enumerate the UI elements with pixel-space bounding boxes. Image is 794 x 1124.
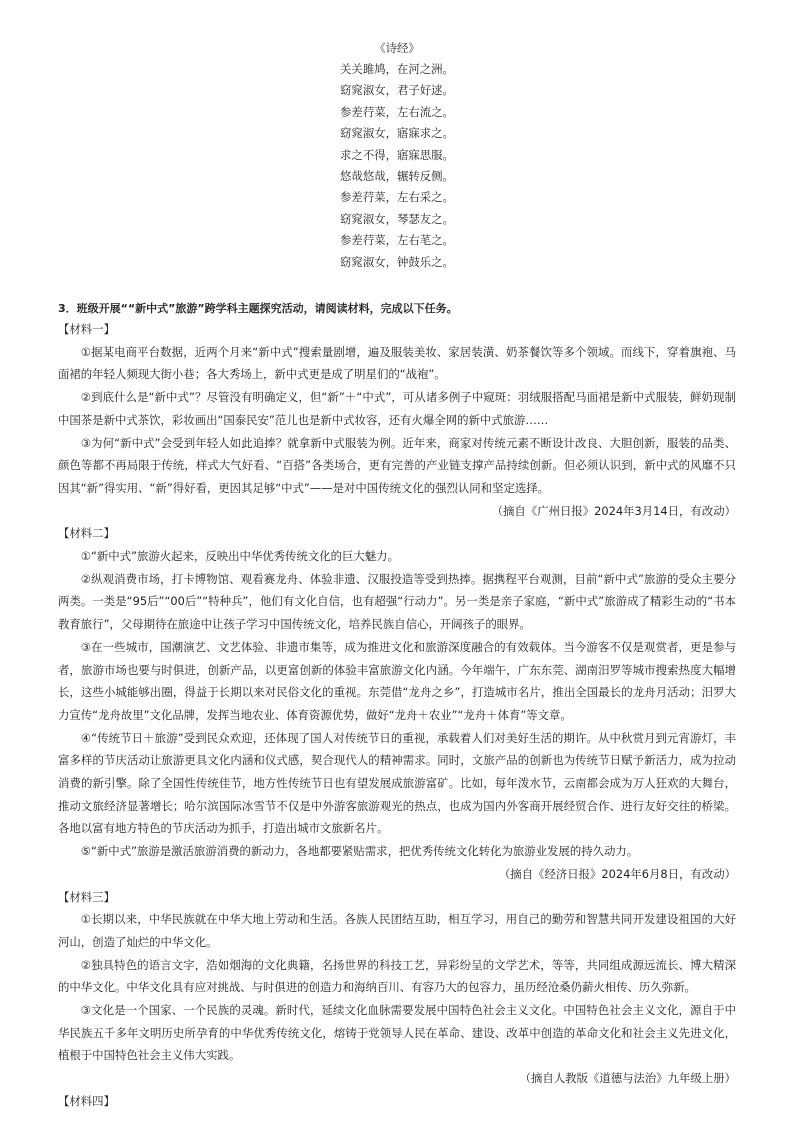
poem-line: 参差荇菜，左右采之。	[340, 190, 454, 205]
material-3-heading: 【材料三】	[58, 889, 115, 904]
material-2-paragraph: ④“传统节日＋旅游”受到民众欢迎，还体现了国人对传统节日的重视，承载着人们对美好生活的期许。从中秋赏月到元宵游灯，丰富多样的节庆活动让旅游更具文化内涵和仪式感，契合现代人的精神需求。同时，文旅产品的创新也为传统节日赋予新活力，成为拉动消费的新引擎。除了全国性传统佳节，地方性传统节日也有望发展成旅游富矿。比如，每年泼水节，云南都会成为万人狂欢的大舞台，推动文旅经济显著增长；哈尔滨国际冰雪节不仅是中外游客旅游观光的热点，也成为国内外客商开展经贸合作、进行友好交往的桥梁。各地以富有地方特色的节庆活动为抓手，打造出城市文旅新名片。	[58, 730, 736, 836]
poem-block	[0, 38, 794, 273]
material-1-paragraph: ③为何“新中式”会受到年轻人如此追捧？就拿新中式服装为例。近年来，商家对传统元素不断设计改良、大胆创新，服装的品类、颜色等都不再局限于传统，样式大气好看、“百搭”各类场合，更有完善的产业链支撑产品持续创新。但必须认识到，新中式的风靡不只因其“新”得实用、“新”得好看，更因其足够“中式”——是对中国传统文化的强烈认同和坚定选择。	[58, 435, 736, 495]
material-3-paragraph: ②独具特色的语言文字，浩如烟海的文化典籍，名扬世界的科技工艺，异彩纷呈的文学艺术，等等，共同组成源远流长、博大精深的中华文化。中华文化具有应对挑战、与时俱进的创造力和海纳百川、有容乃大的包容力，虽历经沧桑仍薪火相传、历久弥新。	[58, 957, 736, 995]
poem-line: 参差荇菜，左右流之。	[340, 104, 454, 119]
poem-line: 窈窕淑女，寤寐求之。	[340, 126, 454, 141]
poem-title: 《诗经》	[374, 41, 420, 55]
material-1-source: （摘自《广州日报》2024年3月14日，有改动）	[491, 503, 736, 518]
material-2-source: （摘自《经济日报》2024年6月8日，有改动）	[498, 866, 736, 881]
material-1-heading: 【材料一】	[58, 322, 115, 336]
material-4-heading: 【材料四】	[58, 1093, 115, 1108]
material-2-paragraph: ①“新中式”旅游火起来，反映出中华优秀传统文化的巨大魅力。	[80, 549, 399, 563]
poem-line: 求之不得，寤寐思服。	[340, 147, 454, 162]
material-2-paragraph: ⑤“新中式”旅游是激活旅游消费的新动力，各地都要紧贴需求，把优秀传统文化转化为旅游业发展的持久动力。	[80, 844, 639, 859]
material-1-paragraph: ①据某电商平台数据，近两个月来“新中式”搜索量剧增，遍及服装美妆、家居装潢、奶茶餐饮等多个领域。而线下，穿着旗袍、马面裙的年轻人频现大街小巷；各大秀场上，新中式更是成了明星们的“战袍”。	[58, 344, 736, 382]
material-1-paragraph: ②到底什么是“新中式”？尽管没有明确定义，但“新”＋“中式”，可从诸多例子中窥斑：羽绒服搭配马面裙是新中式服装，鲜奶现制中国茶是新中式茶饮，彩妆画出“国泰民安”范儿也是新中式妆容，还有火爆全网的新中式旅游……	[58, 390, 736, 427]
poem-line: 窈窕淑女，君子好逑。	[340, 83, 454, 98]
poem-line: 悠哉悠哉，辗转反侧。	[340, 168, 454, 183]
poem-line: 窈窕淑女，琴瑟友之。	[340, 211, 454, 226]
poem-line: 关关雎鸠，在河之洲。	[340, 62, 454, 76]
question-3-prompt: 3．班级开展““新中式”旅游”跨学科主题探究活动，请阅读材料，完成以下任务。	[58, 302, 458, 315]
material-3-source: （摘自人教版《道德与法治》九年级上册）	[519, 1071, 736, 1086]
material-2-paragraph: ②纵观消费市场，打卡博物馆、观看赛龙舟、体验非遗、汉服投造等受到热捧。据携程平台观测，目前“新中式”旅游的受众主要分两类。一类是“95后”“00后”“特种兵”，他们有文化自信，也有超强“行动力”。另一类是亲子家庭，“新中式”旅游成了精彩生动的“书本教育旅行”，父母期待在旅途中让孩子学习中国传统文化，培养民族自信心，开阔孩子的眼界。	[58, 571, 736, 632]
poem-line: 参差荇菜，左右芼之。	[340, 233, 454, 248]
material-2-paragraph: ③在一些城市，国潮演艺、文艺体验、非遗市集等，成为推进文化和旅游深度融合的有效载体。当今游客不仅是观赏者，更是参与者，旅游市场也要与时俱进，创新产品，以更富创新的体验丰富旅游文化内涵。今年端午，广东东莞、湖南汨罗等城市搜索热度大幅增长，这些小城能够出圈，得益于长期以来对民俗文化的重视。东莞借“龙舟之乡”，打造城市名片，推出全国最长的龙舟月活动；汨罗大力宣传“龙舟故里”文化品牌，发挥当地农业、体育资源优势，做好“龙舟＋农业”“龙舟＋体育”等文章。	[58, 639, 736, 722]
poem-line: 窈窕淑女，钟鼓乐之。	[340, 254, 454, 269]
materials-body	[58, 318, 736, 1113]
material-2-heading: 【材料二】	[58, 526, 115, 541]
material-3-paragraph: ①长期以来，中华民族就在中华大地上劳动和生活。各族人民团结互助，相互学习，用自己的勤劳和智慧共同开发建设祖国的大好河山，创造了灿烂的中华文化。	[58, 912, 736, 949]
material-3-paragraph: ③文化是一个国家、一个民族的灵魂。新时代，延续文化血脉需要发展中国特色社会主义文化。中国特色社会主义文化，源自于中华民族五千多年文明历史所孕育的中华优秀传统文化，熔铸于党领导人民在革命、建设、改革中创造的革命文化和社会主义先进文化，植根于中国特色社会主义伟大实践。	[58, 1003, 736, 1063]
